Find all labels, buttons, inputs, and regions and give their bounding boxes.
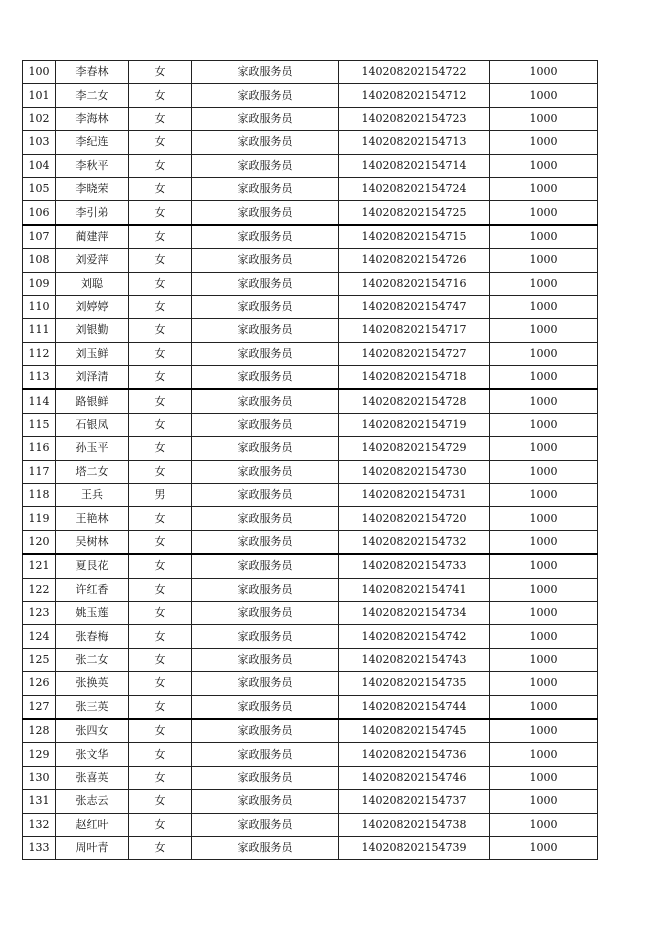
name-cell: 李二女	[56, 84, 129, 107]
id-number-cell: 140208202154747	[339, 295, 490, 318]
amount-cell: 1000	[490, 484, 598, 507]
amount-cell: 1000	[490, 366, 598, 390]
id-number-cell: 140208202154723	[339, 107, 490, 130]
row-number-cell: 125	[23, 648, 56, 671]
table-row	[23, 413, 598, 436]
amount-cell: 1000	[490, 507, 598, 530]
gender-cell: 女	[129, 84, 192, 107]
table-row	[23, 107, 598, 130]
table-row	[23, 766, 598, 789]
table-row	[23, 625, 598, 648]
name-cell: 李春林	[56, 61, 129, 84]
row-number-cell: 131	[23, 790, 56, 813]
occupation-cell: 家政服务员	[192, 530, 339, 554]
name-cell: 张志云	[56, 790, 129, 813]
amount-cell: 1000	[490, 836, 598, 859]
table-row	[23, 295, 598, 318]
table-row	[23, 249, 598, 272]
table-row	[23, 389, 598, 413]
occupation-cell: 家政服务员	[192, 319, 339, 342]
name-cell: 王兵	[56, 484, 129, 507]
table-row	[23, 813, 598, 836]
table-row	[23, 484, 598, 507]
name-cell: 王艳林	[56, 507, 129, 530]
occupation-cell: 家政服务员	[192, 107, 339, 130]
occupation-cell: 家政服务员	[192, 790, 339, 813]
row-number-cell: 130	[23, 766, 56, 789]
table-row	[23, 225, 598, 249]
occupation-cell: 家政服务员	[192, 201, 339, 225]
name-cell: 张换英	[56, 672, 129, 695]
row-number-cell: 111	[23, 319, 56, 342]
gender-cell: 女	[129, 177, 192, 200]
table-row	[23, 342, 598, 365]
amount-cell: 1000	[490, 672, 598, 695]
gender-cell: 女	[129, 61, 192, 84]
amount-cell: 1000	[490, 460, 598, 483]
row-number-cell: 133	[23, 836, 56, 859]
amount-cell: 1000	[490, 695, 598, 719]
name-cell: 张文华	[56, 743, 129, 766]
row-number-cell: 122	[23, 578, 56, 601]
gender-cell: 女	[129, 295, 192, 318]
amount-cell: 1000	[490, 766, 598, 789]
id-number-cell: 140208202154712	[339, 84, 490, 107]
amount-cell: 1000	[490, 648, 598, 671]
id-number-cell: 140208202154746	[339, 766, 490, 789]
id-number-cell: 140208202154734	[339, 601, 490, 624]
table-row	[23, 460, 598, 483]
id-number-cell: 140208202154719	[339, 413, 490, 436]
table-row	[23, 272, 598, 295]
occupation-cell: 家政服务员	[192, 437, 339, 460]
amount-cell: 1000	[490, 790, 598, 813]
occupation-cell: 家政服务员	[192, 648, 339, 671]
amount-cell: 1000	[490, 225, 598, 249]
gender-cell: 女	[129, 249, 192, 272]
occupation-cell: 家政服务员	[192, 131, 339, 154]
row-number-cell: 123	[23, 601, 56, 624]
occupation-cell: 家政服务员	[192, 813, 339, 836]
amount-cell: 1000	[490, 719, 598, 743]
amount-cell: 1000	[490, 743, 598, 766]
occupation-cell: 家政服务员	[192, 413, 339, 436]
id-number-cell: 140208202154718	[339, 366, 490, 390]
id-number-cell: 140208202154726	[339, 249, 490, 272]
id-number-cell: 140208202154727	[339, 342, 490, 365]
name-cell: 刘婷婷	[56, 295, 129, 318]
occupation-cell: 家政服务员	[192, 272, 339, 295]
name-cell: 李秋平	[56, 154, 129, 177]
gender-cell: 女	[129, 554, 192, 578]
occupation-cell: 家政服务员	[192, 554, 339, 578]
name-cell: 石银凤	[56, 413, 129, 436]
row-number-cell: 118	[23, 484, 56, 507]
table-row	[23, 366, 598, 390]
amount-cell: 1000	[490, 625, 598, 648]
amount-cell: 1000	[490, 272, 598, 295]
occupation-cell: 家政服务员	[192, 719, 339, 743]
table-row	[23, 743, 598, 766]
amount-cell: 1000	[490, 554, 598, 578]
table-row	[23, 84, 598, 107]
id-number-cell: 140208202154733	[339, 554, 490, 578]
gender-cell: 女	[129, 766, 192, 789]
id-number-cell: 140208202154742	[339, 625, 490, 648]
gender-cell: 女	[129, 695, 192, 719]
name-cell: 刘爱萍	[56, 249, 129, 272]
amount-cell: 1000	[490, 437, 598, 460]
id-number-cell: 140208202154720	[339, 507, 490, 530]
row-number-cell: 124	[23, 625, 56, 648]
row-number-cell: 102	[23, 107, 56, 130]
name-cell: 刘银勤	[56, 319, 129, 342]
occupation-cell: 家政服务员	[192, 389, 339, 413]
row-number-cell: 132	[23, 813, 56, 836]
id-number-cell: 140208202154738	[339, 813, 490, 836]
id-number-cell: 140208202154728	[339, 389, 490, 413]
gender-cell: 女	[129, 389, 192, 413]
name-cell: 许红香	[56, 578, 129, 601]
occupation-cell: 家政服务员	[192, 743, 339, 766]
row-number-cell: 108	[23, 249, 56, 272]
gender-cell: 女	[129, 272, 192, 295]
table-row	[23, 719, 598, 743]
gender-cell: 女	[129, 131, 192, 154]
table-row	[23, 790, 598, 813]
gender-cell: 女	[129, 507, 192, 530]
row-number-cell: 101	[23, 84, 56, 107]
table-row	[23, 319, 598, 342]
table-row	[23, 530, 598, 554]
occupation-cell: 家政服务员	[192, 625, 339, 648]
occupation-cell: 家政服务员	[192, 695, 339, 719]
gender-cell: 女	[129, 625, 192, 648]
table-row	[23, 201, 598, 225]
name-cell: 蔺建萍	[56, 225, 129, 249]
amount-cell: 1000	[490, 177, 598, 200]
name-cell: 姚玉莲	[56, 601, 129, 624]
name-cell: 李引弟	[56, 201, 129, 225]
amount-cell: 1000	[490, 61, 598, 84]
occupation-cell: 家政服务员	[192, 342, 339, 365]
table-row	[23, 61, 598, 84]
row-number-cell: 120	[23, 530, 56, 554]
row-number-cell: 100	[23, 61, 56, 84]
row-number-cell: 116	[23, 437, 56, 460]
id-number-cell: 140208202154729	[339, 437, 490, 460]
gender-cell: 女	[129, 672, 192, 695]
table-row	[23, 695, 598, 719]
gender-cell: 女	[129, 790, 192, 813]
id-number-cell: 140208202154741	[339, 578, 490, 601]
amount-cell: 1000	[490, 201, 598, 225]
id-number-cell: 140208202154730	[339, 460, 490, 483]
name-cell: 赵红叶	[56, 813, 129, 836]
gender-cell: 女	[129, 648, 192, 671]
id-number-cell: 140208202154737	[339, 790, 490, 813]
name-cell: 孙玉平	[56, 437, 129, 460]
amount-cell: 1000	[490, 530, 598, 554]
id-number-cell: 140208202154732	[339, 530, 490, 554]
row-number-cell: 107	[23, 225, 56, 249]
gender-cell: 女	[129, 107, 192, 130]
row-number-cell: 103	[23, 131, 56, 154]
amount-cell: 1000	[490, 154, 598, 177]
occupation-cell: 家政服务员	[192, 601, 339, 624]
amount-cell: 1000	[490, 601, 598, 624]
row-number-cell: 114	[23, 389, 56, 413]
table-row	[23, 131, 598, 154]
row-number-cell: 104	[23, 154, 56, 177]
gender-cell: 女	[129, 578, 192, 601]
gender-cell: 女	[129, 813, 192, 836]
id-number-cell: 140208202154716	[339, 272, 490, 295]
row-number-cell: 113	[23, 366, 56, 390]
amount-cell: 1000	[490, 131, 598, 154]
roster-table-body	[23, 61, 598, 860]
id-number-cell: 140208202154743	[339, 648, 490, 671]
name-cell: 张三英	[56, 695, 129, 719]
occupation-cell: 家政服务员	[192, 249, 339, 272]
table-row	[23, 836, 598, 859]
gender-cell: 女	[129, 601, 192, 624]
gender-cell: 女	[129, 225, 192, 249]
row-number-cell: 129	[23, 743, 56, 766]
name-cell: 张喜英	[56, 766, 129, 789]
id-number-cell: 140208202154735	[339, 672, 490, 695]
name-cell: 李海林	[56, 107, 129, 130]
occupation-cell: 家政服务员	[192, 61, 339, 84]
gender-cell: 女	[129, 342, 192, 365]
id-number-cell: 140208202154717	[339, 319, 490, 342]
gender-cell: 女	[129, 719, 192, 743]
occupation-cell: 家政服务员	[192, 225, 339, 249]
row-number-cell: 106	[23, 201, 56, 225]
table-row	[23, 648, 598, 671]
name-cell: 刘泽清	[56, 366, 129, 390]
name-cell: 李晓荣	[56, 177, 129, 200]
amount-cell: 1000	[490, 813, 598, 836]
gender-cell: 女	[129, 366, 192, 390]
row-number-cell: 119	[23, 507, 56, 530]
amount-cell: 1000	[490, 342, 598, 365]
amount-cell: 1000	[490, 413, 598, 436]
name-cell: 周叶青	[56, 836, 129, 859]
id-number-cell: 140208202154745	[339, 719, 490, 743]
row-number-cell: 112	[23, 342, 56, 365]
id-number-cell: 140208202154722	[339, 61, 490, 84]
amount-cell: 1000	[490, 578, 598, 601]
occupation-cell: 家政服务员	[192, 366, 339, 390]
row-number-cell: 127	[23, 695, 56, 719]
amount-cell: 1000	[490, 295, 598, 318]
amount-cell: 1000	[490, 249, 598, 272]
name-cell: 刘玉鲜	[56, 342, 129, 365]
row-number-cell: 109	[23, 272, 56, 295]
name-cell: 路银鲜	[56, 389, 129, 413]
gender-cell: 女	[129, 319, 192, 342]
occupation-cell: 家政服务员	[192, 295, 339, 318]
roster-table	[22, 60, 598, 860]
id-number-cell: 140208202154731	[339, 484, 490, 507]
occupation-cell: 家政服务员	[192, 177, 339, 200]
table-row	[23, 437, 598, 460]
occupation-cell: 家政服务员	[192, 836, 339, 859]
amount-cell: 1000	[490, 319, 598, 342]
occupation-cell: 家政服务员	[192, 578, 339, 601]
gender-cell: 女	[129, 154, 192, 177]
row-number-cell: 115	[23, 413, 56, 436]
occupation-cell: 家政服务员	[192, 672, 339, 695]
occupation-cell: 家政服务员	[192, 484, 339, 507]
occupation-cell: 家政服务员	[192, 84, 339, 107]
id-number-cell: 140208202154724	[339, 177, 490, 200]
id-number-cell: 140208202154736	[339, 743, 490, 766]
name-cell: 张二女	[56, 648, 129, 671]
occupation-cell: 家政服务员	[192, 766, 339, 789]
id-number-cell: 140208202154739	[339, 836, 490, 859]
gender-cell: 女	[129, 201, 192, 225]
row-number-cell: 117	[23, 460, 56, 483]
amount-cell: 1000	[490, 84, 598, 107]
table-row	[23, 672, 598, 695]
gender-cell: 女	[129, 460, 192, 483]
id-number-cell: 140208202154714	[339, 154, 490, 177]
table-row	[23, 154, 598, 177]
row-number-cell: 105	[23, 177, 56, 200]
id-number-cell: 140208202154713	[339, 131, 490, 154]
gender-cell: 女	[129, 413, 192, 436]
name-cell: 张四女	[56, 719, 129, 743]
name-cell: 刘聪	[56, 272, 129, 295]
gender-cell: 男	[129, 484, 192, 507]
name-cell: 张春梅	[56, 625, 129, 648]
row-number-cell: 121	[23, 554, 56, 578]
amount-cell: 1000	[490, 389, 598, 413]
occupation-cell: 家政服务员	[192, 460, 339, 483]
table-row	[23, 507, 598, 530]
table-row	[23, 578, 598, 601]
gender-cell: 女	[129, 836, 192, 859]
id-number-cell: 140208202154715	[339, 225, 490, 249]
name-cell: 吴树林	[56, 530, 129, 554]
name-cell: 塔二女	[56, 460, 129, 483]
name-cell: 李纪连	[56, 131, 129, 154]
gender-cell: 女	[129, 437, 192, 460]
occupation-cell: 家政服务员	[192, 154, 339, 177]
gender-cell: 女	[129, 530, 192, 554]
id-number-cell: 140208202154725	[339, 201, 490, 225]
table-row	[23, 177, 598, 200]
amount-cell: 1000	[490, 107, 598, 130]
row-number-cell: 128	[23, 719, 56, 743]
row-number-cell: 110	[23, 295, 56, 318]
occupation-cell: 家政服务员	[192, 507, 339, 530]
gender-cell: 女	[129, 743, 192, 766]
id-number-cell: 140208202154744	[339, 695, 490, 719]
table-row	[23, 554, 598, 578]
row-number-cell: 126	[23, 672, 56, 695]
name-cell: 夏艮花	[56, 554, 129, 578]
table-row	[23, 601, 598, 624]
